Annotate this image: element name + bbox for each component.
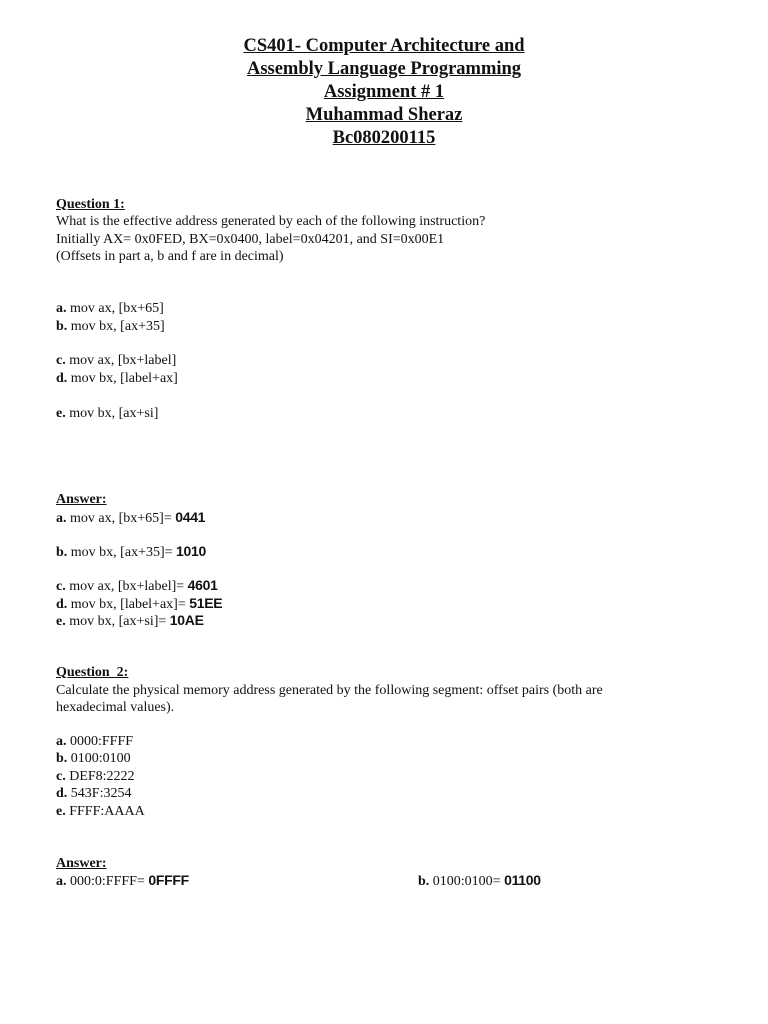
question-1-heading: Question 1:	[56, 197, 125, 212]
question-2-heading: Question_2:	[56, 665, 129, 680]
answer-2-item-b: b. 0100:0100= 01100	[418, 872, 541, 889]
answer-1-item-c: c. mov ax, [bx+label]= 4601	[56, 577, 218, 594]
question-2-item-d: d. 543F:3254	[56, 786, 132, 801]
answer-2-heading: Answer:	[56, 856, 107, 871]
question-1-item-c: c. mov ax, [bx+label]	[56, 353, 177, 368]
question-1-item-e: e. mov bx, [ax+si]	[56, 406, 159, 421]
student-id: Bc080200115	[332, 128, 436, 148]
question-1-item-a: a. mov ax, [bx+65]	[56, 301, 164, 316]
answer-1-item-e: e. mov bx, [ax+si]= 10AE	[56, 612, 204, 629]
question-2-item-c: c. DEF8:2222	[56, 769, 135, 784]
question-2-text: Calculate the physical memory address generated by the following segment: offset pairs (both are	[56, 683, 603, 698]
answer-1-item-b: b. mov bx, [ax+35]= 1010	[56, 543, 206, 560]
question-1-text: What is the effective address generated by each of the following instruction?	[56, 214, 486, 229]
question-1-item-b: b. mov bx, [ax+35]	[56, 319, 165, 334]
question-2-text-cont: hexadecimal values).	[56, 700, 175, 715]
question-1-note: (Offsets in part a, b and f are in decimal)	[56, 249, 284, 264]
title-line-2: Assembly Language Programming	[246, 59, 522, 79]
question-2-item-e: e. FFFF:AAAA	[56, 804, 145, 819]
question-1-item-d: d. mov bx, [label+ax]	[56, 371, 178, 386]
author-name: Muhammad Sheraz	[305, 105, 463, 125]
title-line-1: CS401- Computer Architecture and	[243, 36, 525, 56]
answer-1-item-a: a. mov ax, [bx+65]= 0441	[56, 509, 206, 526]
answer-1-heading: Answer:	[56, 492, 107, 507]
answer-2-item-a: a. 000:0:FFFF= 0FFFF	[56, 872, 189, 889]
question-2-item-b: b. 0100:0100	[56, 751, 131, 766]
question-1-initial-values: Initially AX= 0x0FED, BX=0x0400, label=0x04201, and SI=0x00E1	[56, 232, 445, 247]
answer-1-item-d: d. mov bx, [label+ax]= 51EE	[56, 595, 223, 612]
question-2-item-a: a. 0000:FFFF	[56, 734, 134, 749]
assignment-number: Assignment # 1	[323, 82, 445, 102]
